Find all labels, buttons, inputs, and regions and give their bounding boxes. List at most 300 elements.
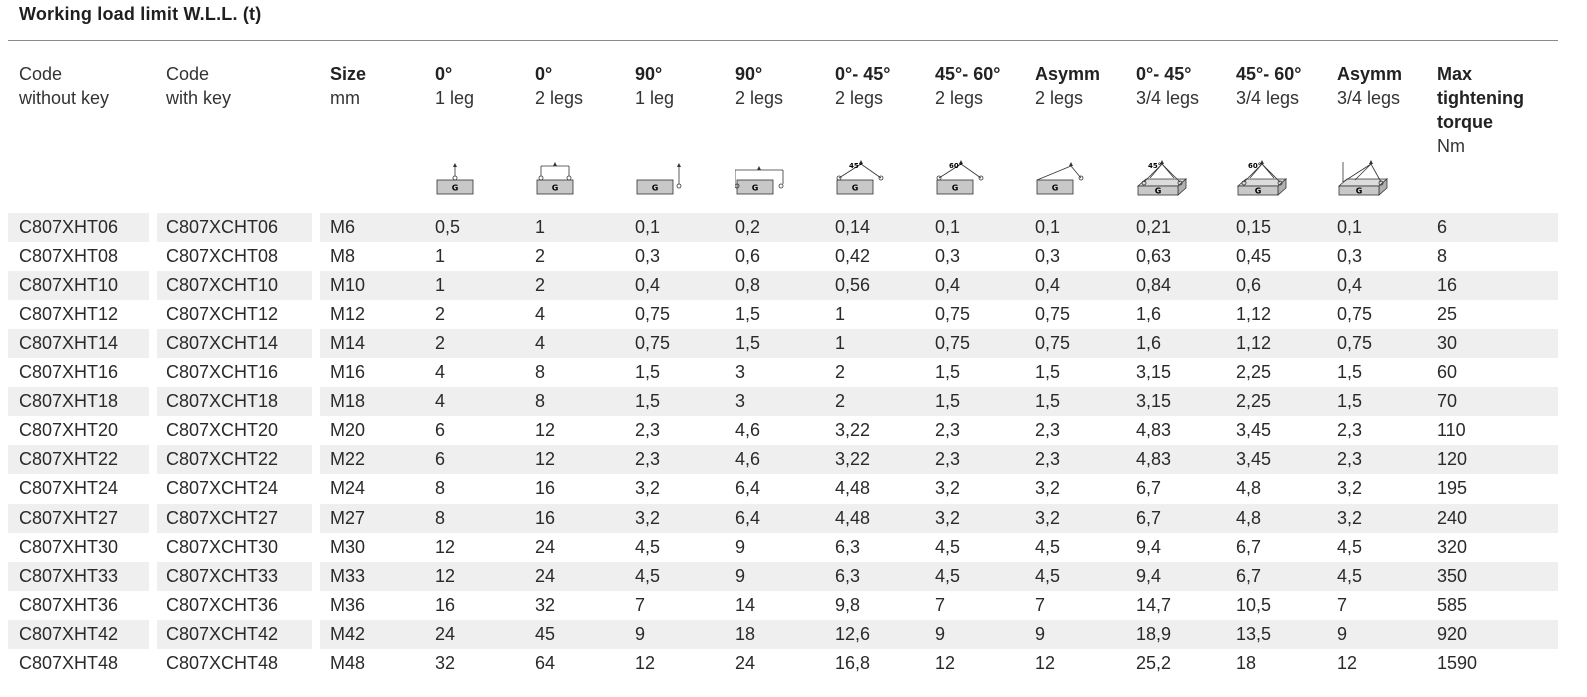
two-legs-vertical-icon: [535, 158, 591, 198]
size-cell: M12: [330, 304, 366, 325]
wll-cell: 0,3: [1035, 246, 1061, 267]
wll-cell: 3: [735, 391, 746, 412]
wll-cell: 0,1: [1337, 217, 1363, 237]
wll-cell: 4: [535, 304, 546, 325]
code-with-key-cell: C807XCHT20: [166, 420, 279, 441]
svg-text:G: G: [1254, 186, 1262, 196]
wll-cell: 0,1: [1035, 217, 1061, 237]
wll-cell: 2: [535, 275, 546, 296]
single-leg-side-icon: [635, 158, 691, 198]
wll-cell: 3,22: [835, 420, 871, 441]
wll-cell: 1: [835, 304, 846, 325]
wll-cell: 7: [1337, 594, 1348, 615]
wll-cell: 9,8: [835, 594, 861, 615]
wll-cell: 0,3: [935, 246, 961, 267]
torque-cell: 30: [1437, 333, 1458, 354]
torque-cell: 1590: [1437, 652, 1478, 673]
wll-cell: 3,22: [835, 449, 871, 470]
size-cell: M36: [330, 594, 366, 615]
torque-cell: 25: [1437, 304, 1458, 325]
wll-cell: 12: [935, 652, 956, 673]
wll-cell: 0,15: [1236, 217, 1272, 237]
wll-cell: 9: [635, 623, 646, 644]
column-header-title: 0°- 45°: [1136, 64, 1192, 84]
column-header-subtitle: 3/4 legs: [1136, 88, 1200, 108]
wll-cell: 3,15: [1136, 362, 1172, 383]
column-header-subtitle: 3/4 legs: [1236, 88, 1300, 108]
column-header-1: [19, 62, 109, 110]
wll-cell: 1: [435, 275, 446, 296]
table-row: [8, 591, 1558, 620]
wll-cell: 0,4: [935, 275, 961, 296]
wll-cell: 4: [435, 362, 446, 383]
code-with-key-cell: C807XCHT48: [166, 652, 279, 673]
column-header-6: [635, 62, 674, 110]
code-without-key-cell: C807XHT16: [19, 362, 119, 383]
column-header-subtitle: 2 legs: [735, 88, 784, 108]
wll-cell: 4,5: [935, 565, 961, 586]
size-cell: M30: [330, 536, 366, 557]
table-row: [8, 387, 1558, 416]
wll-cell: 4: [435, 391, 446, 412]
column-header-title: 45°- 60°: [935, 64, 1001, 84]
wll-cell: 2,25: [1236, 362, 1272, 383]
four-legs-45-icon: [1136, 158, 1192, 198]
column-header-9: [935, 62, 1000, 110]
two-legs-side-icon: [735, 158, 791, 198]
wll-cell: 25,2: [1136, 652, 1172, 673]
column-header-subtitle: 2 legs: [935, 88, 984, 108]
asymmetric-four-legs-icon: [1337, 158, 1393, 198]
wll-cell: 0,75: [935, 304, 971, 325]
four-legs-60-icon: [1236, 158, 1292, 198]
wll-cell: 12: [1337, 652, 1358, 673]
torque-cell: 320: [1437, 536, 1468, 557]
wll-cell: 2: [835, 362, 846, 383]
wll-cell: 2,3: [935, 420, 961, 441]
column-header-subtitle: 2 legs: [1035, 88, 1084, 108]
wll-cell: 1,6: [1136, 304, 1162, 325]
wll-cell: 2,3: [935, 449, 961, 470]
torque-cell: 110: [1437, 420, 1466, 441]
wll-cell: 0,75: [1035, 304, 1071, 325]
wll-cell: 1,5: [1035, 362, 1061, 383]
wll-cell: 4,6: [735, 420, 761, 441]
wll-cell: 3,2: [1337, 478, 1363, 499]
wll-cell: 0,1: [635, 217, 661, 237]
wll-cell: 12: [635, 652, 656, 673]
wll-cell: 6,3: [835, 565, 861, 586]
wll-cell: 3,45: [1236, 449, 1272, 470]
svg-text:G: G: [1051, 183, 1059, 193]
table-title: Working load limit W.L.L. (t): [19, 4, 262, 24]
wll-cell: 2,3: [1337, 449, 1363, 470]
column-header-3: [330, 62, 366, 110]
column-header-subtitle: 2 legs: [835, 88, 884, 108]
column-header-5: [535, 62, 583, 110]
wll-cell: 7: [1035, 594, 1046, 615]
wll-cell: 1,5: [635, 362, 661, 383]
code-with-key-cell: C807XCHT14: [166, 333, 279, 354]
wll-cell: 6,3: [835, 536, 861, 557]
wll-cell: 7: [935, 594, 946, 615]
wll-cell: 1: [435, 246, 446, 267]
table-row: [8, 474, 1558, 503]
code-without-key-cell: C807XHT30: [19, 536, 119, 557]
code-with-key-cell: C807XCHT12: [166, 304, 279, 325]
two-legs-60-icon: [935, 158, 991, 198]
wll-cell: 3,45: [1236, 420, 1272, 441]
wll-cell: 3,15: [1136, 391, 1172, 412]
column-header-title: Code: [19, 64, 63, 84]
wll-cell: 4,5: [635, 565, 661, 586]
column-header-11: [1136, 62, 1199, 110]
table-row: [8, 213, 1558, 242]
wll-cell: 1,5: [935, 391, 961, 412]
wll-cell: 9: [735, 565, 746, 586]
wll-cell: 2,3: [1035, 420, 1061, 441]
column-header-10: [1035, 62, 1100, 110]
wll-cell: 7: [635, 594, 646, 615]
wll-cell: 9: [935, 623, 946, 644]
wll-cell: 12: [535, 449, 556, 470]
wll-cell: 4,83: [1136, 420, 1172, 441]
code-with-key-cell: C807XCHT30: [166, 536, 279, 557]
table-row: [8, 504, 1558, 533]
wll-cell: 2,25: [1236, 391, 1272, 412]
wll-cell: 8: [435, 507, 446, 528]
svg-text:G: G: [951, 183, 959, 193]
wll-cell: 4,48: [835, 478, 871, 499]
wll-cell: 3,2: [1035, 507, 1061, 528]
wll-cell: 3,2: [635, 507, 661, 528]
wll-cell: 12: [435, 565, 456, 586]
column-header-4: [435, 62, 474, 110]
wll-cell: 24: [435, 623, 456, 644]
wll-cell: 4,5: [1337, 536, 1363, 557]
wll-cell: 9: [735, 536, 746, 557]
wll-cell: 1,5: [1337, 362, 1363, 383]
svg-text:G: G: [751, 183, 759, 193]
wll-cell: 3: [735, 362, 746, 383]
size-cell: M10: [330, 275, 366, 296]
wll-cell: 8: [535, 391, 546, 412]
wll-cell: 12,6: [835, 623, 871, 644]
wll-cell: 6,7: [1236, 536, 1262, 557]
wll-cell: 0,4: [1337, 275, 1363, 296]
torque-cell: 195: [1437, 478, 1468, 499]
column-header-subtitle: with key: [166, 88, 232, 108]
size-cell: M48: [330, 652, 366, 673]
wll-cell: 9,4: [1136, 565, 1162, 586]
wll-cell: 9,4: [1136, 536, 1162, 557]
table-row: [8, 649, 1558, 678]
wll-cell: 0,1: [935, 217, 961, 237]
column-header-subtitle: Nm: [1437, 136, 1465, 156]
wll-cell: 0,8: [735, 275, 761, 296]
svg-text:60°: 60°: [1248, 162, 1262, 170]
wll-cell: 24: [535, 565, 556, 586]
size-cell: M33: [330, 565, 366, 586]
wll-cell: 18: [1236, 652, 1257, 673]
title-divider: [8, 40, 1558, 41]
wll-cell: 0,14: [835, 217, 871, 237]
wll-cell: 6,7: [1136, 507, 1162, 528]
code-without-key-cell: C807XHT08: [19, 246, 119, 267]
wll-cell: 1,5: [735, 333, 761, 354]
column-header-title: Asymm: [1337, 64, 1403, 84]
size-cell: M42: [330, 623, 366, 644]
wll-cell: 6: [435, 449, 446, 470]
wll-cell: 4: [535, 333, 546, 354]
wll-cell: 0,6: [735, 246, 761, 267]
code-with-key-cell: C807XCHT10: [166, 275, 279, 296]
size-cell: M14: [330, 333, 366, 354]
wll-cell: 1: [535, 217, 546, 237]
wll-cell: 3,2: [635, 478, 661, 499]
svg-text:45°: 45°: [1148, 162, 1162, 170]
table-row: [8, 620, 1558, 649]
wll-cell: 2,3: [1035, 449, 1061, 470]
wll-cell: 4,5: [1035, 536, 1061, 557]
code-without-key-cell: C807XHT10: [19, 275, 119, 296]
wll-cell: 32: [535, 594, 556, 615]
wll-cell: 1,5: [635, 391, 661, 412]
code-without-key-cell: C807XHT06: [19, 217, 119, 237]
wll-cell: 0,84: [1136, 275, 1172, 296]
svg-text:45°: 45°: [849, 162, 863, 170]
svg-text:G: G: [551, 183, 559, 193]
wll-cell: 8: [435, 478, 446, 499]
code-without-key-cell: C807XHT27: [19, 507, 119, 528]
wll-cell: 12: [435, 536, 456, 557]
code-with-key-cell: C807XCHT22: [166, 449, 279, 470]
wll-cell: 2: [435, 333, 446, 354]
wll-cell: 2: [535, 246, 546, 267]
wll-cell: 2: [835, 391, 846, 412]
wll-cell: 0,6: [1236, 275, 1262, 296]
wll-cell: 0,21: [1136, 217, 1172, 237]
svg-text:G: G: [451, 183, 459, 193]
wll-cell: 3,2: [935, 507, 961, 528]
wll-cell: 8: [535, 362, 546, 383]
wll-cell: 16,8: [835, 652, 871, 673]
wll-cell: 0,3: [1337, 246, 1363, 267]
column-header-title: 0°: [435, 64, 453, 84]
wll-cell: 14,7: [1136, 594, 1172, 615]
column-header-subtitle: 3/4 legs: [1337, 88, 1401, 108]
wll-cell: 3,2: [1035, 478, 1061, 499]
wll-cell: 4,5: [935, 536, 961, 557]
wll-cell: 6,4: [735, 478, 761, 499]
wll-cell: 4,8: [1236, 478, 1262, 499]
wll-cell: 2,3: [635, 449, 661, 470]
table-row: [8, 329, 1558, 358]
wll-cell: 3,2: [935, 478, 961, 499]
wll-cell: 0,75: [1035, 333, 1071, 354]
wll-cell: 18: [735, 623, 756, 644]
size-cell: M8: [330, 246, 356, 267]
code-with-key-cell: C807XCHT16: [166, 362, 279, 383]
wll-cell: 45: [535, 623, 556, 644]
svg-text:G: G: [1355, 186, 1363, 196]
code-with-key-cell: C807XCHT24: [166, 478, 279, 499]
column-header-title: 45°- 60°: [1236, 64, 1302, 84]
wll-cell: 1,5: [735, 304, 761, 325]
torque-cell: 920: [1437, 623, 1468, 644]
wll-cell: 0,42: [835, 246, 871, 267]
code-with-key-cell: C807XCHT42: [166, 623, 279, 644]
wll-cell: 0,75: [635, 333, 671, 354]
code-with-key-cell: C807XCHT06: [166, 217, 279, 237]
two-legs-45-icon: [835, 158, 891, 198]
wll-cell: 0,56: [835, 275, 871, 296]
wll-cell: 0,4: [635, 275, 661, 296]
size-cell: M16: [330, 362, 366, 383]
wll-cell: 1: [835, 333, 846, 354]
wll-cell: 0,2: [735, 217, 761, 237]
column-header-2: [166, 62, 231, 110]
wll-cell: 1,5: [1035, 391, 1061, 412]
wll-cell: 12: [1035, 652, 1056, 673]
column-header-title: 0°- 45°: [835, 64, 891, 84]
size-cell: M6: [330, 217, 356, 237]
column-header-8: [835, 62, 890, 110]
column-header-13: [1337, 62, 1402, 110]
wll-cell: 64: [535, 652, 556, 673]
column-header-title: Size: [330, 64, 367, 84]
column-header-7: [735, 62, 783, 110]
wll-cell: 16: [535, 507, 556, 528]
wll-cell: 10,5: [1236, 594, 1272, 615]
wll-cell: 9: [1035, 623, 1046, 644]
wll-cell: 24: [535, 536, 556, 557]
column-header-12: [1236, 62, 1301, 110]
wll-cell: 0,75: [1337, 333, 1373, 354]
code-without-key-cell: C807XHT42: [19, 623, 119, 644]
wll-cell: 0,75: [935, 333, 971, 354]
column-header-title: Asymm: [1035, 64, 1101, 84]
wll-cell: 6,7: [1236, 565, 1262, 586]
code-without-key-cell: C807XHT18: [19, 391, 119, 412]
wll-cell: 4,8: [1236, 507, 1262, 528]
wll-cell: 0,63: [1136, 246, 1172, 267]
table-row: [8, 562, 1558, 591]
table-row: [8, 533, 1558, 562]
size-cell: M18: [330, 391, 366, 412]
code-with-key-cell: C807XCHT33: [166, 565, 279, 586]
code-without-key-cell: C807XHT12: [19, 304, 119, 325]
code-without-key-cell: C807XHT24: [19, 478, 119, 499]
torque-cell: 60: [1437, 362, 1458, 383]
wll-cell: 24: [735, 652, 756, 673]
wll-cell: 0,45: [1236, 246, 1272, 267]
single-leg-vertical-icon: [435, 158, 491, 198]
wll-cell: 0,75: [635, 304, 671, 325]
table-row: [8, 358, 1558, 387]
wll-cell: 4,5: [1035, 565, 1061, 586]
torque-cell: 120: [1437, 449, 1468, 470]
wll-cell: 6,4: [735, 507, 761, 528]
table-row: [8, 242, 1558, 271]
torque-cell: 350: [1437, 565, 1468, 586]
wll-cell: 0,3: [635, 246, 661, 267]
svg-text:G: G: [1154, 186, 1162, 196]
wll-cell: 4,6: [735, 449, 761, 470]
wll-cell: 0,4: [1035, 275, 1061, 296]
column-header-title: Code: [166, 64, 210, 84]
wll-cell: 4,83: [1136, 449, 1172, 470]
column-header-title: 90°: [635, 64, 663, 84]
column-header-title: 0°: [535, 64, 553, 84]
torque-cell: 240: [1437, 507, 1468, 528]
size-cell: M24: [330, 478, 366, 499]
column-header-subtitle: 2 legs: [535, 88, 584, 108]
wll-cell: 1,6: [1136, 333, 1162, 354]
wll-cell: 0,75: [1337, 304, 1373, 325]
wll-cell: 1,5: [1337, 391, 1363, 412]
svg-text:G: G: [651, 183, 659, 193]
wll-cell: 4,48: [835, 507, 871, 528]
wll-cell: 6: [435, 420, 446, 441]
wll-cell: 16: [435, 594, 456, 615]
column-header-subtitle: 1 leg: [435, 88, 475, 108]
wll-cell: 18,9: [1136, 623, 1172, 644]
size-cell: M22: [330, 449, 366, 470]
column-header-title: Max tightening torque: [1437, 64, 1524, 132]
wll-cell: 16: [535, 478, 556, 499]
code-with-key-cell: C807XCHT08: [166, 246, 279, 267]
table-row: [8, 300, 1558, 329]
column-header-subtitle: 1 leg: [635, 88, 675, 108]
column-header-subtitle: without key: [19, 88, 110, 108]
torque-cell: 6: [1437, 217, 1448, 237]
wll-cell: 1,12: [1236, 304, 1272, 325]
wll-cell: 6,7: [1136, 478, 1162, 499]
torque-cell: 8: [1437, 246, 1448, 267]
wll-cell: 2,3: [635, 420, 661, 441]
svg-text:G: G: [851, 183, 859, 193]
wll-cell: 4,5: [635, 536, 661, 557]
code-without-key-cell: C807XHT48: [19, 652, 119, 673]
table-row: [8, 416, 1558, 445]
svg-text:60°: 60°: [949, 162, 963, 170]
wll-cell: 1,5: [935, 362, 961, 383]
wll-cell: 2,3: [1337, 420, 1363, 441]
asymmetric-two-legs-icon: [1035, 158, 1091, 198]
column-header-14: [1437, 62, 1557, 158]
column-header-title: 90°: [735, 64, 763, 84]
wll-cell: 9: [1337, 623, 1348, 644]
wll-cell: 14: [735, 594, 756, 615]
wll-cell: 4,5: [1337, 565, 1363, 586]
size-cell: M20: [330, 420, 366, 441]
torque-cell: 585: [1437, 594, 1468, 615]
table-row: [8, 271, 1558, 300]
code-without-key-cell: C807XHT14: [19, 333, 119, 354]
wll-cell: 32: [435, 652, 456, 673]
code-with-key-cell: C807XCHT18: [166, 391, 279, 412]
wll-cell: 13,5: [1236, 623, 1272, 644]
torque-cell: 16: [1437, 275, 1458, 296]
torque-cell: 70: [1437, 391, 1458, 412]
wll-cell: 3,2: [1337, 507, 1363, 528]
code-without-key-cell: C807XHT22: [19, 449, 119, 470]
column-header-subtitle: mm: [330, 88, 360, 108]
code-without-key-cell: C807XHT36: [19, 594, 119, 615]
code-without-key-cell: C807XHT33: [19, 565, 119, 586]
wll-cell: 12: [535, 420, 556, 441]
